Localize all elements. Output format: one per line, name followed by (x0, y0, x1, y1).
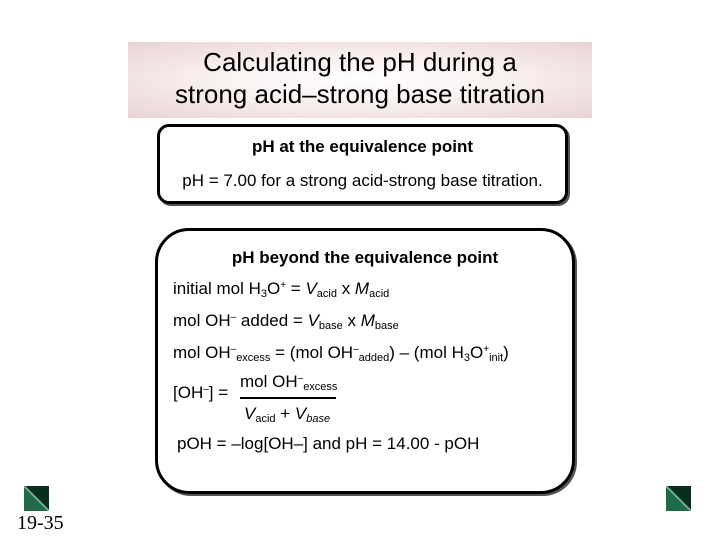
equation-oh-concentration-numerator: mol $OH^-_{excess}$ (240, 372, 338, 393)
equation-poh-ph: pOH = –log[OH–] and pH = 14.00 - pOH (177, 434, 480, 453)
slide-title-line1: Calculating the pH during a (203, 47, 517, 77)
equation-oh-added: mol OH– added = $V_{base}$ x $M_{base}$ (173, 311, 399, 332)
slide-title (128, 46, 592, 110)
equation-oh-concentration-denominator: $V_{acid} + V_{base}$ (244, 404, 331, 425)
beyond-equivalence-heading: pH beyond the equivalence point (231, 248, 499, 267)
nav-icon-left[interactable] (24, 486, 49, 511)
nav-icon-right[interactable] (666, 486, 691, 511)
equivalence-point-heading: pH at the equivalence point (251, 137, 474, 156)
slide-title-line2: strong acid–strong base titration (175, 79, 545, 109)
equation-oh-excess: mol $OH^-_{excess} = (mol$ $OH^-_{added}) - (mol$ $H_3O^+_{init}$) (173, 343, 509, 364)
equation-initial-h3o: initial mol $H_3O^+ = V_{acid}$ x $M_{acid}$ (173, 279, 390, 300)
equivalence-point-box (157, 124, 568, 204)
equivalence-point-text: pH = 7.00 for a strong acid-strong base titration. (182, 171, 543, 190)
fraction-bar (240, 397, 336, 399)
slide-number: 19-35 (17, 512, 64, 534)
equation-oh-concentration-lhs: [OH–] = (173, 383, 229, 402)
